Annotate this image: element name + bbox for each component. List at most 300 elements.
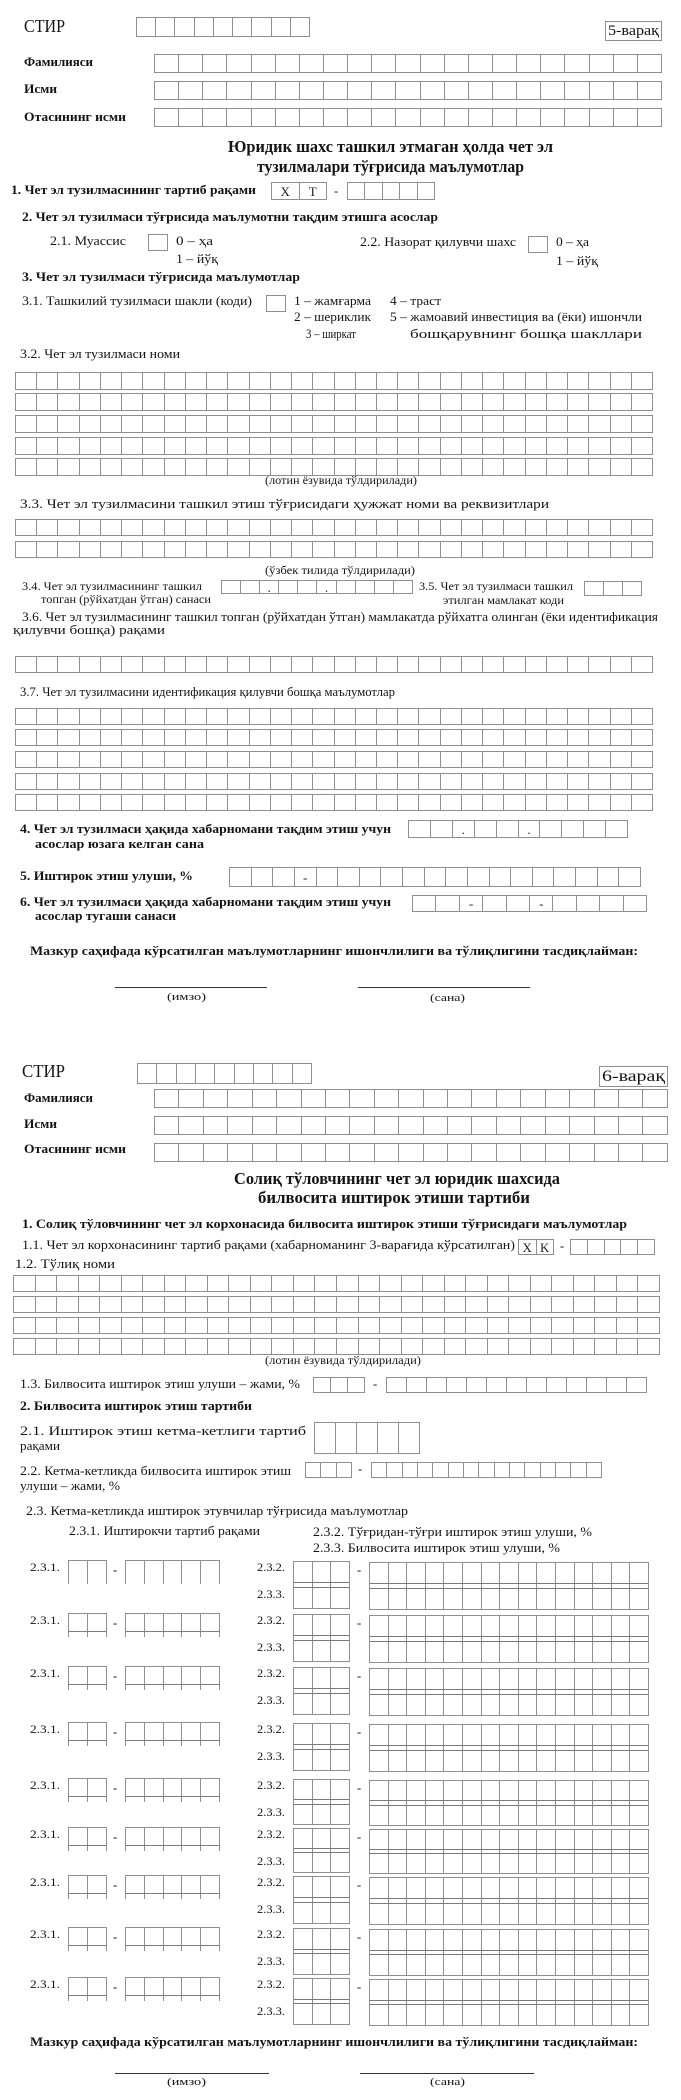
character-box[interactable] [165,373,186,389]
surname-input[interactable] [154,54,662,73]
character-box[interactable] [462,459,483,475]
character-box[interactable] [426,1980,445,2025]
character-box[interactable] [630,1725,648,1771]
character-box[interactable] [37,709,58,724]
character-box[interactable] [292,657,313,672]
character-box[interactable] [526,520,547,535]
character-box[interactable] [122,438,143,454]
character-box[interactable] [589,416,610,432]
character-box[interactable] [537,1669,556,1715]
character-box[interactable] [186,657,207,672]
character-box[interactable] [407,1669,426,1715]
character-box[interactable] [614,55,638,72]
character-box[interactable] [398,657,419,672]
character-box[interactable] [253,1090,277,1107]
character-box[interactable] [619,868,640,886]
character-box[interactable] [143,1276,165,1291]
character-box[interactable] [277,1090,301,1107]
character-box[interactable] [126,1779,145,1802]
character-box[interactable] [337,1276,359,1291]
character-box[interactable] [156,18,175,36]
character-box[interactable] [606,821,627,837]
founding-document-input-row[interactable] [15,541,653,558]
character-box[interactable] [593,1616,612,1662]
character-box[interactable] [398,542,419,557]
character-box[interactable] [537,1878,556,1924]
character-box[interactable] [356,795,377,810]
character-box[interactable] [575,1878,594,1924]
character-box[interactable] [552,1297,574,1312]
character-box[interactable] [445,55,469,72]
character-box[interactable] [632,709,652,724]
character-box[interactable] [526,795,547,810]
character-box[interactable] [556,1980,575,2025]
character-box[interactable] [370,1669,389,1715]
entity-name-input-row[interactable] [15,415,653,433]
character-box[interactable] [16,438,37,454]
character-box[interactable] [207,416,228,432]
character-box[interactable] [463,1930,482,1975]
character-box[interactable] [441,752,462,767]
character-box[interactable] [466,1276,488,1291]
character-box[interactable] [380,1297,402,1312]
character-box[interactable] [377,752,398,767]
character-box[interactable] [16,752,37,767]
character-box[interactable] [595,1276,617,1291]
character-box[interactable] [585,582,604,595]
character-box[interactable] [272,1297,294,1312]
character-box[interactable] [419,373,440,389]
character-box[interactable] [294,1339,316,1354]
character-box[interactable] [88,1614,107,1637]
character-box[interactable] [537,1563,556,1609]
character-box[interactable] [203,109,227,126]
character-box[interactable] [426,1878,445,1924]
character-box[interactable] [568,520,589,535]
participant-number-input[interactable] [125,1613,220,1637]
date-line[interactable] [358,987,530,988]
character-box[interactable] [643,1144,666,1161]
country-code-input[interactable] [584,581,642,596]
character-box[interactable] [204,1144,228,1161]
character-box[interactable] [201,1779,220,1802]
character-box[interactable] [482,1563,501,1609]
character-box[interactable] [630,1781,648,1825]
character-box[interactable] [335,438,356,454]
character-box[interactable] [335,774,356,789]
character-box[interactable] [389,1930,408,1975]
character-box[interactable] [79,1297,101,1312]
share-int-input[interactable] [293,1928,350,1975]
character-box[interactable] [389,1878,408,1924]
character-box[interactable] [359,1297,381,1312]
character-box[interactable] [272,1339,294,1354]
character-box[interactable] [300,55,324,72]
character-box[interactable] [556,1930,575,1975]
indirect-share-total-frac-input[interactable] [386,1377,647,1393]
character-box[interactable] [612,1563,631,1609]
character-box[interactable] [302,1117,326,1134]
character-box[interactable] [472,1144,496,1161]
character-box[interactable] [101,730,122,745]
character-box[interactable] [504,730,525,745]
character-box[interactable] [407,1980,426,2025]
character-box[interactable] [182,1723,201,1746]
character-box[interactable] [377,373,398,389]
character-box[interactable] [482,1878,501,1924]
character-box[interactable] [589,730,610,745]
enterprise-number-input[interactable] [570,1239,655,1255]
character-box[interactable] [577,896,600,911]
character-box[interactable] [510,1463,525,1477]
character-box[interactable] [612,1669,631,1715]
character-box[interactable] [335,657,356,672]
character-box[interactable] [381,868,403,886]
character-box[interactable] [509,1339,531,1354]
character-box[interactable] [593,1878,612,1924]
character-box[interactable] [204,1090,228,1107]
character-box[interactable] [101,438,122,454]
stir-input[interactable] [137,1063,312,1084]
character-box[interactable] [389,1725,408,1771]
character-box[interactable] [568,394,589,410]
character-box[interactable] [321,1463,336,1477]
character-box[interactable] [122,1276,144,1291]
character-box[interactable] [441,730,462,745]
character-box[interactable] [252,55,276,72]
character-box[interactable] [419,416,440,432]
character-box[interactable] [331,1562,349,1608]
character-box[interactable] [88,1779,107,1802]
character-box[interactable] [36,1318,58,1333]
character-box[interactable] [611,459,632,475]
character-box[interactable] [186,459,207,475]
character-box[interactable] [335,373,356,389]
character-box[interactable] [143,1339,165,1354]
character-box[interactable] [611,438,632,454]
character-box[interactable] [145,1876,164,1899]
character-box[interactable] [348,1378,364,1392]
character-box[interactable] [58,438,79,454]
character-box[interactable] [37,730,58,745]
character-box[interactable] [186,520,207,535]
character-box[interactable] [182,1828,201,1851]
entity-name-input-row[interactable] [15,393,653,411]
character-box[interactable] [331,1724,349,1770]
character-box[interactable] [509,1276,531,1291]
character-box[interactable] [638,1318,659,1333]
character-box[interactable] [611,520,632,535]
character-box[interactable] [509,1318,531,1333]
character-box[interactable] [375,1117,399,1134]
character-box[interactable] [145,1561,164,1584]
character-box[interactable] [356,581,375,593]
character-box[interactable] [79,1318,101,1333]
character-box[interactable] [250,709,271,724]
character-box[interactable] [58,795,79,810]
character-box[interactable] [69,1828,88,1851]
participant-number-prefix-input[interactable] [68,1875,107,1899]
character-box[interactable] [126,1876,145,1899]
character-box[interactable] [399,1423,419,1453]
character-box[interactable] [251,1297,273,1312]
character-box[interactable] [526,416,547,432]
character-box[interactable] [630,1563,648,1609]
character-box[interactable] [624,896,646,911]
character-box[interactable] [143,774,164,789]
character-box[interactable] [483,373,504,389]
character-box[interactable] [37,438,58,454]
character-box[interactable] [377,394,398,410]
character-box[interactable] [504,459,525,475]
character-box[interactable] [593,1781,612,1825]
share-int-input[interactable] [293,1876,350,1924]
character-box[interactable] [164,1723,183,1746]
character-box[interactable] [143,520,164,535]
character-box[interactable] [509,1297,531,1312]
character-box[interactable] [556,1878,575,1924]
character-box[interactable] [632,730,652,745]
character-box[interactable] [527,1378,547,1392]
character-box[interactable] [445,109,469,126]
character-box[interactable] [377,709,398,724]
character-box[interactable] [16,774,37,789]
character-box[interactable] [276,82,300,99]
character-box[interactable] [402,1297,424,1312]
character-box[interactable] [165,1297,187,1312]
date-line[interactable] [360,2073,534,2074]
character-box[interactable] [365,183,382,199]
character-box[interactable] [356,709,377,724]
character-box[interactable] [593,1669,612,1715]
character-box[interactable] [568,730,589,745]
character-box[interactable] [313,1615,332,1661]
character-box[interactable] [101,394,122,410]
character-box[interactable] [426,1669,445,1715]
character-box[interactable] [526,752,547,767]
character-box[interactable] [179,1144,203,1161]
share-int-input[interactable] [293,1667,350,1715]
character-box[interactable] [88,1828,107,1851]
share-frac-input[interactable] [369,1615,649,1663]
character-box[interactable] [521,1117,545,1134]
character-box[interactable] [445,1339,467,1354]
character-box[interactable] [612,1878,631,1924]
org-form-code-input[interactable] [266,295,286,312]
character-box[interactable] [568,752,589,767]
character-box[interactable] [100,1297,122,1312]
participant-number-prefix-input[interactable] [68,1778,107,1802]
character-box[interactable] [207,709,228,724]
character-box[interactable] [504,774,525,789]
character-box[interactable] [500,1830,519,1873]
character-box[interactable] [294,1668,313,1714]
character-box[interactable] [519,1830,538,1873]
character-box[interactable] [165,416,186,432]
character-box[interactable] [294,1724,313,1770]
character-box[interactable] [441,459,462,475]
character-box[interactable] [372,82,396,99]
character-box[interactable] [377,438,398,454]
character-box[interactable] [377,416,398,432]
character-box[interactable] [331,1780,349,1824]
character-box[interactable] [201,1561,220,1584]
character-box[interactable] [472,1090,496,1107]
character-box[interactable] [271,373,292,389]
character-box[interactable] [186,542,207,557]
character-box[interactable] [423,1318,445,1333]
character-box[interactable] [632,438,652,454]
full-name-input-row[interactable] [13,1338,660,1355]
character-box[interactable] [372,1463,387,1477]
character-box[interactable] [574,1339,596,1354]
character-box[interactable] [402,1318,424,1333]
character-box[interactable] [88,1876,107,1899]
character-box[interactable] [611,542,632,557]
share-frac-input[interactable] [369,1979,649,2026]
character-box[interactable] [407,1563,426,1609]
character-box[interactable] [630,1930,648,1975]
character-box[interactable] [497,1090,521,1107]
character-box[interactable] [419,709,440,724]
character-box[interactable] [126,1723,145,1746]
character-box[interactable] [313,1929,332,1974]
character-box[interactable] [638,55,661,72]
character-box[interactable] [444,1563,463,1609]
character-box[interactable] [574,1318,596,1333]
character-box[interactable] [313,542,334,557]
character-box[interactable] [201,1614,220,1637]
character-box[interactable] [80,459,101,475]
character-box[interactable] [79,1276,101,1291]
character-box[interactable] [14,1297,36,1312]
character-box[interactable] [207,657,228,672]
character-box[interactable] [504,657,525,672]
participant-number-input[interactable] [125,1560,220,1584]
character-box[interactable] [313,394,334,410]
character-box[interactable] [446,868,468,886]
character-box[interactable] [313,459,334,475]
character-box[interactable] [143,459,164,475]
character-box[interactable] [292,438,313,454]
character-box[interactable] [552,1339,574,1354]
character-box[interactable] [195,18,214,36]
character-box[interactable] [612,1930,631,1975]
character-box[interactable] [526,394,547,410]
character-box[interactable] [617,1297,639,1312]
character-box[interactable] [547,394,568,410]
character-box[interactable] [324,55,348,72]
character-box[interactable] [575,1669,594,1715]
other-identification-input-row[interactable] [15,794,653,811]
character-box[interactable] [575,1930,594,1975]
character-box[interactable] [398,795,419,810]
character-box[interactable] [165,1318,187,1333]
character-box[interactable] [203,82,227,99]
character-box[interactable] [222,581,241,593]
character-box[interactable] [630,1616,648,1662]
character-box[interactable] [632,373,652,389]
character-box[interactable] [165,657,186,672]
character-box[interactable] [313,520,334,535]
character-box[interactable] [389,1781,408,1825]
character-box[interactable] [233,18,252,36]
character-box[interactable] [413,896,436,911]
participant-number-input[interactable] [125,1666,220,1690]
character-box[interactable] [201,1978,220,2001]
character-box[interactable] [611,416,632,432]
character-box[interactable] [546,1090,570,1107]
entity-name-input-row[interactable] [15,458,653,476]
character-box[interactable] [292,752,313,767]
character-box[interactable] [574,1276,596,1291]
character-box[interactable] [387,1378,407,1392]
full-name-input-row[interactable] [13,1296,660,1313]
character-box[interactable] [570,1090,594,1107]
character-box[interactable] [143,730,164,745]
character-box[interactable] [511,868,533,886]
character-box[interactable] [426,1781,445,1825]
character-box[interactable] [504,542,525,557]
character-box[interactable] [398,774,419,789]
character-box[interactable] [444,1830,463,1873]
character-box[interactable] [398,730,419,745]
character-box[interactable] [335,542,356,557]
character-box[interactable] [335,752,356,767]
character-box[interactable] [463,1781,482,1825]
character-box[interactable] [377,730,398,745]
character-box[interactable] [57,1297,79,1312]
character-box[interactable] [531,1297,553,1312]
character-box[interactable] [313,730,334,745]
character-box[interactable] [377,520,398,535]
character-box[interactable] [101,709,122,724]
character-box[interactable] [387,1463,402,1477]
character-box[interactable] [228,657,249,672]
character-box[interactable] [546,1144,570,1161]
character-box[interactable] [356,774,377,789]
character-box[interactable] [250,730,271,745]
registration-date-input[interactable] [221,580,413,594]
first-name-input[interactable] [154,1116,668,1135]
character-box[interactable] [16,394,37,410]
other-identification-input-row[interactable] [15,708,653,725]
character-box[interactable] [336,1423,357,1453]
character-box[interactable] [575,1616,594,1662]
character-box[interactable] [370,1781,389,1825]
character-box[interactable] [196,1064,215,1083]
character-box[interactable] [444,1616,463,1662]
character-box[interactable] [292,795,313,810]
character-box[interactable] [88,1978,107,2001]
character-box[interactable] [228,1117,252,1134]
character-box[interactable] [630,1830,648,1873]
character-box[interactable] [565,82,589,99]
character-box[interactable] [611,752,632,767]
share-frac-input[interactable] [369,1562,649,1610]
character-box[interactable] [143,709,164,724]
character-box[interactable] [335,520,356,535]
character-box[interactable] [424,1117,448,1134]
sequence-share-frac-input[interactable] [371,1462,602,1478]
character-box[interactable] [69,1978,88,2001]
character-box[interactable] [337,1318,359,1333]
character-box[interactable] [126,1828,145,1851]
character-box[interactable] [375,1144,399,1161]
character-box[interactable] [122,459,143,475]
character-box[interactable] [533,868,555,886]
character-box[interactable] [526,730,547,745]
